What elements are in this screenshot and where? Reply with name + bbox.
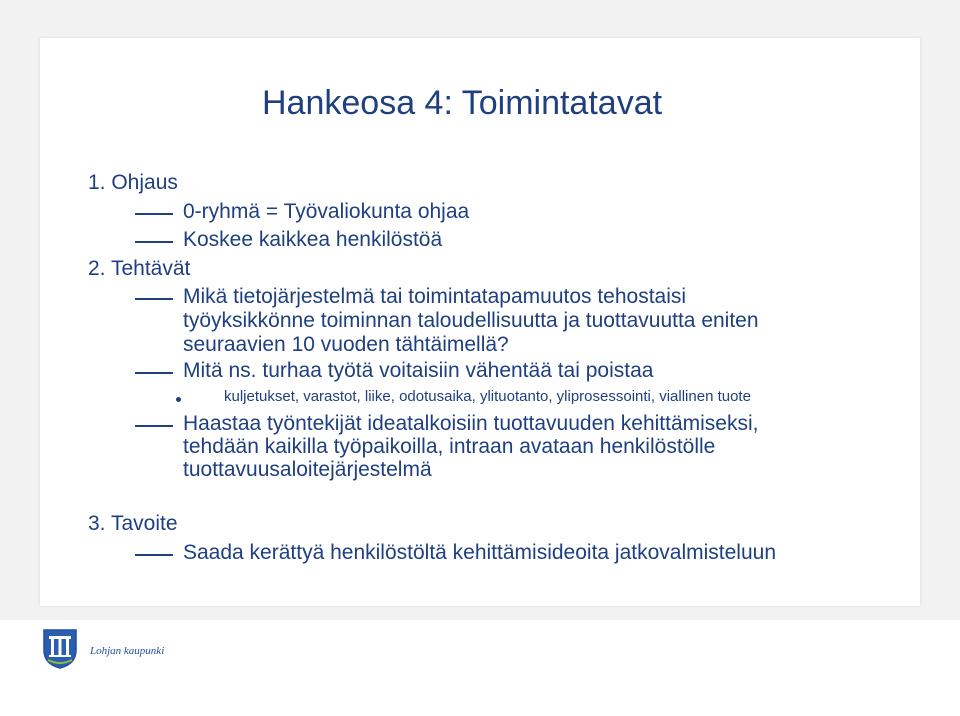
list-item-line: työyksikkönne toiminnan taloudellisuutta ja tuottavuutta eniten xyxy=(183,309,759,332)
list-item: Mitä ns. turhaa työtä voitaisiin vähentää tai poistaa xyxy=(183,359,654,382)
list-item-line: tuottavuusaloitejärjestelmä xyxy=(183,458,432,481)
section-heading-tavoite: 3. Tavoite xyxy=(88,512,178,535)
list-item: Koskee kaikkea henkilöstöä xyxy=(183,228,443,251)
list-item: Saada kerättyä henkilöstöltä kehittämisideoita jatkovalmisteluun xyxy=(183,541,776,564)
slide-title: Hankeosa 4: Toimintatavat xyxy=(262,84,663,122)
list-item-line: Mikä tietojärjestelmä tai toimintatapamuutos tehostaisi xyxy=(183,285,687,308)
list-item-line: Haastaa työntekijät ideatalkoisiin tuottavuuden kehittämiseksi, xyxy=(183,412,759,435)
dash-marker xyxy=(135,425,173,427)
dash-marker xyxy=(135,372,173,374)
bullet-dot xyxy=(176,397,181,402)
lohja-coat-of-arms-icon xyxy=(42,628,78,670)
list-item-line: seuraavien 10 vuoden tähtäimellä? xyxy=(183,333,509,356)
section-heading-tehtavat: 2. Tehtävät xyxy=(88,257,191,280)
footer xyxy=(0,620,960,716)
dash-marker xyxy=(135,554,173,556)
dash-marker xyxy=(135,213,173,215)
section-heading-ohjaus: 1. Ohjaus xyxy=(88,171,178,194)
list-item: 0-ryhmä = Työvaliokunta ohjaa xyxy=(183,200,470,223)
dash-marker xyxy=(135,241,173,243)
organization-name: Lohjan kaupunki xyxy=(90,645,165,657)
list-item-line: tehdään kaikilla työpaikoilla, intraan avataan henkilöstölle xyxy=(183,435,716,458)
sub-list-item: kuljetukset, varastot, liike, odotusaika, ylituotanto, yliprosessointi, viallinen tuote xyxy=(224,388,751,405)
dash-marker xyxy=(135,298,173,300)
